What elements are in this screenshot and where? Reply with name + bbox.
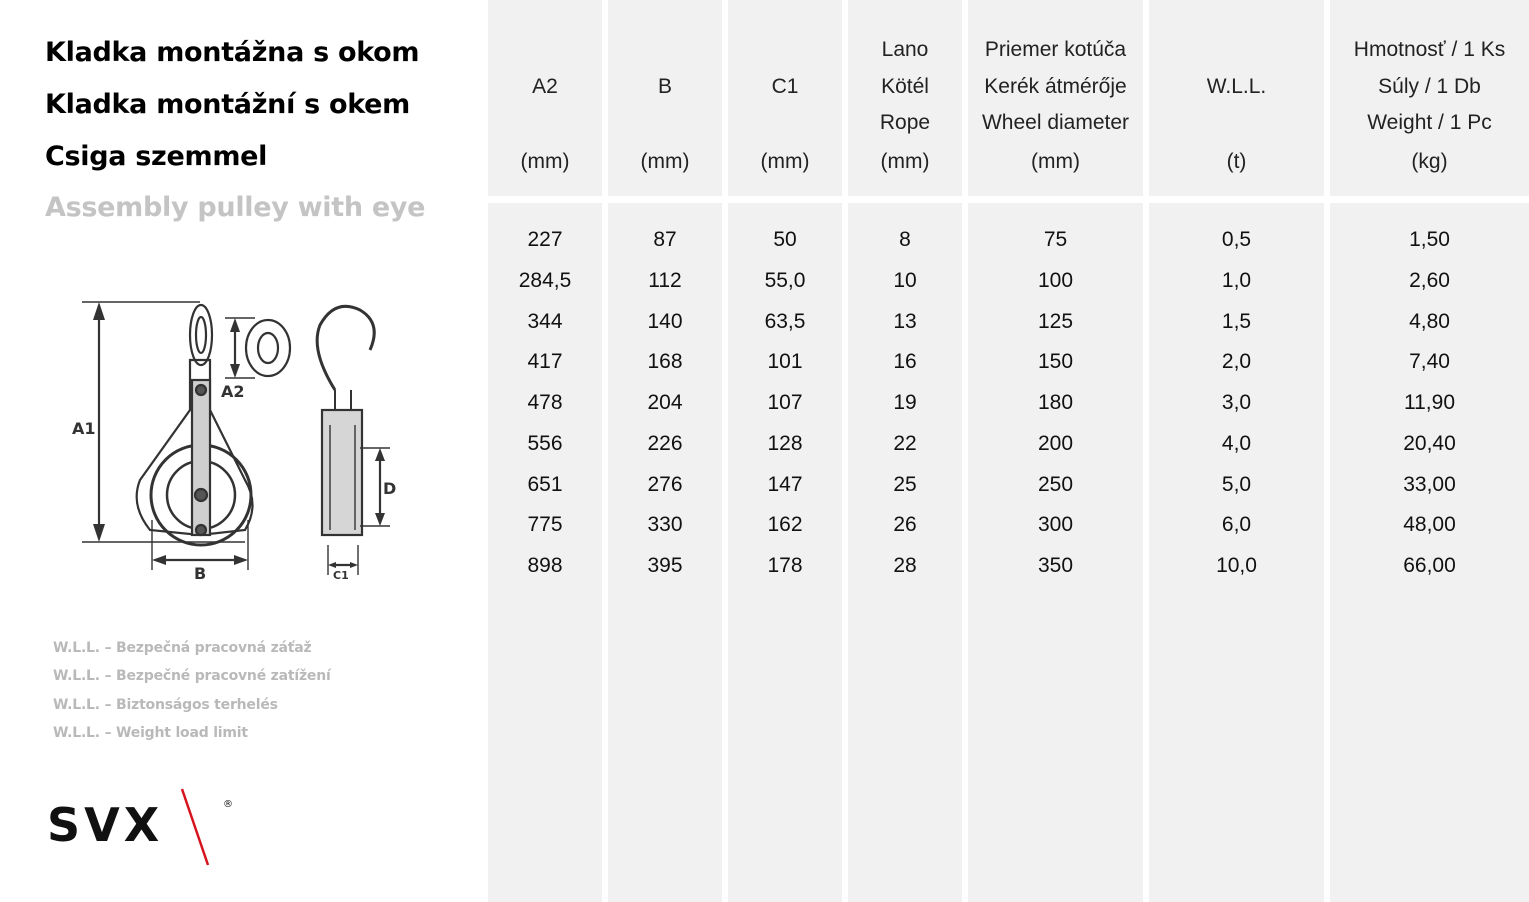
table-cell: 4,0: [1221, 431, 1252, 455]
table-cell: 87: [653, 228, 677, 251]
table-cell: 140: [647, 309, 683, 333]
header-unit: (t): [1226, 150, 1247, 173]
table-cell: 147: [767, 472, 803, 496]
table-cell: 75: [1043, 228, 1068, 251]
table-cell: 101: [767, 350, 803, 374]
header-label: Rope: [879, 111, 931, 134]
table-cell: 7,40: [1409, 350, 1450, 374]
title-english: Assembly pulley with eye: [45, 192, 426, 223]
table-cell: 350: [1037, 554, 1074, 577]
column-weight: [1330, 0, 1529, 902]
logo-text: SVX: [47, 798, 164, 852]
header-label: Weight / 1 Pc: [1367, 111, 1492, 134]
title-czech: Kladka montážní s okem: [45, 89, 411, 120]
header-label: Wheel diameter: [981, 111, 1130, 134]
column-rope: [848, 0, 962, 902]
title-hungarian: Csiga szemmel: [45, 141, 268, 172]
header-label: Priemer kotúča: [984, 38, 1127, 61]
left-panel: [0, 0, 488, 902]
column-wll: [1149, 0, 1324, 902]
note-wll-cz: W.L.L. – Bezpečné pracovné zatížení: [53, 668, 331, 685]
table-cell: 227: [527, 228, 563, 251]
table-cell: 168: [647, 350, 683, 374]
header-label: Kerék átmérője: [984, 75, 1127, 98]
column-header: [1149, 0, 1324, 196]
table-cell: 20,40: [1403, 431, 1456, 455]
table-cell: 4,80: [1409, 309, 1450, 333]
header-unit: (kg): [1411, 150, 1448, 173]
table-cell: 162: [767, 513, 803, 537]
table-cell: 19: [893, 391, 917, 414]
header-label: A2: [532, 75, 558, 98]
table-cell: 775: [527, 513, 563, 537]
header-label: C1: [771, 75, 799, 98]
column-c1: [728, 0, 842, 902]
dimension-label-b: B: [194, 564, 207, 583]
header-unit: (mm): [1031, 150, 1080, 173]
table-cell: 276: [647, 472, 683, 496]
table-cell: 107: [767, 391, 803, 414]
table-cell: 417: [527, 350, 563, 374]
table-cell: 13: [893, 309, 917, 333]
header-label: Kötél: [881, 75, 929, 98]
table-cell: 11,90: [1404, 391, 1455, 414]
dimension-label-a2: A2: [221, 382, 245, 401]
table-cell: 125: [1037, 309, 1074, 333]
svx-logo: [45, 785, 245, 870]
note-wll-hu: W.L.L. – Biztonságos terhelés: [53, 696, 278, 713]
column-a2: [488, 0, 602, 902]
note-wll-en: W.L.L. – Weight load limit: [53, 724, 248, 741]
table-cell: 28: [893, 554, 917, 577]
title-slovak: Kladka montážna s okom: [45, 37, 420, 68]
table-cell: 8: [899, 228, 911, 251]
table-cell: 5,0: [1221, 472, 1252, 496]
table-cell: 63,5: [764, 309, 806, 333]
table-cell: 284,5: [518, 268, 572, 292]
header-unit: (mm): [640, 150, 690, 173]
table-cell: 16: [893, 350, 917, 374]
table-cell: 2,0: [1221, 350, 1252, 374]
table-cell: 25: [893, 472, 917, 496]
header-label: Lano: [881, 38, 929, 61]
column-header: [1330, 0, 1529, 196]
table-cell: 3,0: [1221, 391, 1252, 414]
table-cell: 1,0: [1221, 268, 1252, 292]
table-cell: 112: [648, 268, 682, 292]
table-cell: 100: [1037, 268, 1074, 292]
table-cell: 478: [527, 391, 563, 414]
table-cell: 10: [893, 268, 917, 292]
table-cell: 48,00: [1403, 513, 1456, 537]
note-wll-sk: W.L.L. – Bezpečná pracovná záťaž: [53, 640, 312, 656]
table-cell: 344: [527, 309, 563, 333]
table-cell: 1,50: [1409, 228, 1450, 251]
wll-notes: [53, 640, 331, 753]
table-cell: 204: [647, 391, 683, 414]
header-unit: (mm): [520, 150, 570, 173]
table-cell: 1,5: [1221, 309, 1252, 333]
column-wheel-diameter: [968, 0, 1143, 902]
header-divider: [488, 196, 1529, 203]
table-cell: 898: [527, 554, 563, 577]
table-cell: 128: [767, 431, 803, 455]
table-cell: 180: [1037, 391, 1074, 414]
table-cell: 178: [767, 554, 803, 577]
column-b: [608, 0, 722, 902]
table-cell: 26: [893, 513, 917, 537]
table-cell: 33,00: [1403, 472, 1456, 496]
table-cell: 395: [647, 554, 683, 577]
table-cell: 55,0: [764, 268, 806, 292]
table-cell: 0,5: [1221, 228, 1252, 251]
pulley-technical-drawing: [60, 290, 420, 590]
column-header: [728, 0, 842, 196]
table-cell: 300: [1037, 513, 1074, 537]
table-cell: 2,60: [1409, 268, 1450, 292]
logo-red-stroke: [182, 789, 208, 865]
header-unit: (mm): [880, 150, 930, 173]
table-cell: 250: [1037, 472, 1074, 496]
dimension-label-c1: C1: [333, 569, 349, 582]
column-header: [848, 0, 962, 196]
logo-registered-mark: ®: [223, 799, 233, 810]
table-cell: 10,0: [1216, 554, 1257, 577]
header-unit: (mm): [760, 150, 810, 173]
table-cell: 50: [773, 228, 797, 251]
header-label: W.L.L.: [1206, 75, 1267, 98]
column-header: [608, 0, 722, 196]
table-cell: 226: [647, 431, 683, 455]
column-header: [968, 0, 1143, 196]
dimension-label-a1: A1: [72, 419, 96, 438]
table-cell: 6,0: [1221, 513, 1252, 537]
table-cell: 200: [1037, 431, 1074, 455]
table-cell: 556: [527, 431, 563, 455]
header-label: Hmotnosť / 1 Ks: [1353, 38, 1506, 61]
table-cell: 330: [647, 513, 683, 537]
dimension-label-d: D: [383, 479, 397, 498]
table-cell: 651: [527, 472, 563, 496]
column-header: [488, 0, 602, 196]
table-cell: 66,00: [1403, 554, 1456, 577]
header-label: Súly / 1 Db: [1378, 75, 1481, 98]
table-cell: 22: [893, 431, 917, 455]
header-label: B: [657, 75, 672, 98]
table-cell: 150: [1037, 350, 1074, 374]
